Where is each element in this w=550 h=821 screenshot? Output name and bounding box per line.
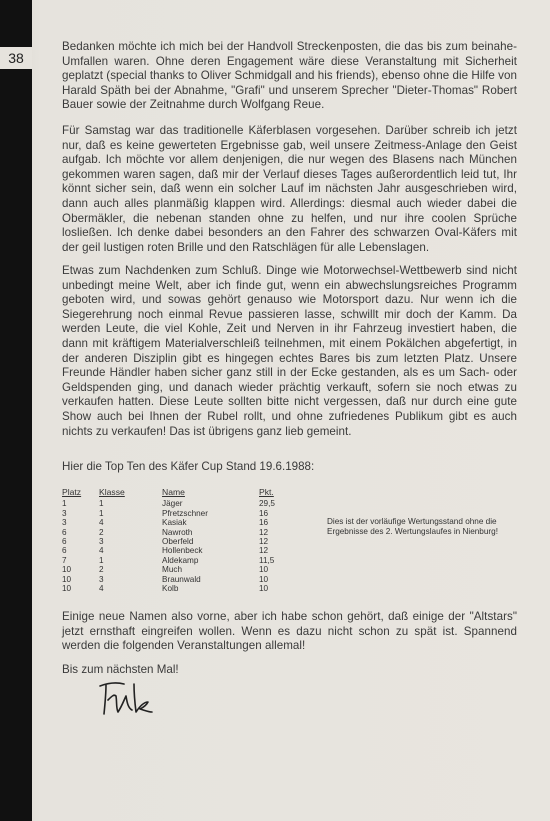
table-row [62, 528, 299, 537]
handwritten-signature [94, 678, 164, 720]
standings-table [62, 488, 299, 593]
cell-name: Jäger [162, 499, 183, 509]
cell-punkte: 10 [259, 574, 269, 584]
cell-name: Much [162, 565, 183, 575]
cell-name: Braunwald [162, 574, 201, 584]
page-edge-bar [0, 0, 32, 821]
cell-name: Aldekamp [162, 555, 199, 565]
paragraph-kaeferblasen: Für Samstag war das traditionelle Käferblasen vorgesehen. Darüber schreib ich jetzt nur, daß es keine gewerteten Ergebnisse gab, weil unsere Zeitmess-Anlage den Geist aufgab. Ich möchte vor allem denjenigen, die nur wegen des Blasens nach München gekommen waren sagen, daß mir der Verlauf dieses Tages außerordentlich leid tut, Ihr könnt sicher sein, daß wenn ein solcher Lauf im nächsten Jahr ausgeschrieben wird, dann auch alles planmäßig klappen wird. Allerdings: diesmal auch wieder dabei die Obermäkler, die nebenan standen ohne zu helfen, und nur ihre coolen Sprüche losließen. Ich denke dabei besonders an den Fahrer des schwarzen Oval-Käfers mit der geil lustigen roten Brille und den Ratschlägen für alle Lebenslagen. [62, 124, 517, 254]
cell-punkte: 12 [259, 527, 269, 537]
table-row [62, 584, 299, 593]
cell-name: Nawroth [162, 527, 193, 537]
header-punkte: Pkt. [259, 487, 274, 497]
paragraph-final: Einige neue Namen also vorne, aber ich habe schon gehört, daß einige der "Altstars" jetzt ernsthaft eingreifen wollen. Wenn es dazu nicht schon zu spät ist. Spannend werden die folgenden Veranstaltungen allemal! [62, 610, 517, 653]
table-row [62, 565, 299, 574]
cell-platz: 10 [62, 584, 72, 594]
cell-klasse: 2 [99, 565, 104, 575]
cell-platz: 3 [62, 508, 67, 518]
cell-platz: 10 [62, 574, 72, 584]
cell-platz: 1 [62, 499, 67, 509]
cell-klasse: 1 [99, 555, 104, 565]
cell-platz: 7 [62, 555, 67, 565]
top-ten-heading: Hier die Top Ten des Käfer Cup Stand 19.6.1988: [62, 460, 315, 473]
cell-klasse: 4 [99, 584, 104, 594]
cell-platz: 6 [62, 537, 67, 547]
cell-platz: 3 [62, 518, 67, 528]
cell-punkte: 16 [259, 508, 269, 518]
table-row [62, 518, 299, 527]
table-row [62, 499, 299, 508]
header-klasse: Klasse [99, 487, 125, 497]
header-platz: Platz [62, 487, 82, 497]
cell-name: Hollenbeck [162, 546, 203, 556]
table-row [62, 537, 299, 546]
cell-klasse: 1 [99, 499, 104, 509]
table-row [62, 575, 299, 584]
cell-name: Kolb [162, 584, 179, 594]
header-name: Name [162, 487, 185, 497]
cell-klasse: 4 [99, 518, 104, 528]
paragraph-nachdenken: Etwas zum Nachdenken zum Schluß. Dinge wie Motorwechsel-Wettbewerb sind nicht unbedingt meine Welt, aber ich finde gut, wenn ein abwechslungsreiches Programm geboten wird, und sowas gehört genauso wie Motorsport dazu. Nur wenn ich die Siegerehrung noch einmal Revue passieren lasse, schwillt mir doch der Kamm. Da werden Leute, die viel Kohle, Zeit und Nerven in ihr Fahrzeug investiert haben, die dann mit kräftigem Materialverschleiß teilnehmen, mit einem Pokälchen abgefertigt, in der anderen Disziplin gibt es hingegen echtes Bares bis zum letzten Platz. Unsere Freunde Händler haben sicher ganz still in der Ecke gestanden, als es um Sach- oder Geldspenden ging, und danach wieder prächtig verkauft, sofern sie noch etwas zu verkaufen hatten. Diese Leute sollten bitte nicht vergessen, daß nur durch eine gute Show auch bei Ihnen der Rubel rollt, und ohne zufriedenes Publikum gibt es auch nichts zu verkaufen! Das ist übrigens ganz lieb gemeint. [62, 264, 517, 438]
cell-punkte: 12 [259, 546, 269, 556]
table-row [62, 546, 299, 555]
cell-platz: 10 [62, 565, 72, 575]
cell-punkte: 29,5 [259, 499, 275, 509]
page-number: 38 [0, 47, 32, 69]
table-header-row [62, 488, 299, 499]
cell-name: Oberfeld [162, 537, 194, 547]
cell-name: Pfretzschner [162, 508, 208, 518]
table-row [62, 556, 299, 565]
cell-klasse: 3 [99, 574, 104, 584]
cell-punkte: 10 [259, 565, 269, 575]
cell-punkte: 10 [259, 584, 269, 594]
cell-klasse: 3 [99, 537, 104, 547]
cell-punkte: 16 [259, 518, 269, 528]
closing-line: Bis zum nächsten Mal! [62, 663, 179, 676]
table-row [62, 509, 299, 518]
standings-note: Dies ist der vorläufige Wertungsstand ohne die Ergebnisse des 2. Wertungslaufes in Nienburg! [327, 517, 498, 537]
cell-punkte: 12 [259, 537, 269, 547]
cell-platz: 6 [62, 527, 67, 537]
cell-punkte: 11,5 [259, 555, 275, 565]
cell-name: Kasiak [162, 518, 187, 528]
cell-klasse: 4 [99, 546, 104, 556]
cell-klasse: 1 [99, 508, 104, 518]
cell-klasse: 2 [99, 527, 104, 537]
paragraph-thanks: Bedanken möchte ich mich bei der Handvoll Streckenposten, die das bis zum beinahe-Umfallen waren. Ohne deren Engagement wäre diese Veranstaltung mit Sicherheit geplatzt (special thanks to Oliver Schmidgall and his friends), ebenso ohne die Hilfe von Harald Späth bei der Abnahme, "Grafi" und unserem Sprecher "Dieter-Thomas" Robert Bauer sowie der Zeitnahme durch Wolfgang Reue. [62, 40, 517, 112]
cell-platz: 6 [62, 546, 67, 556]
